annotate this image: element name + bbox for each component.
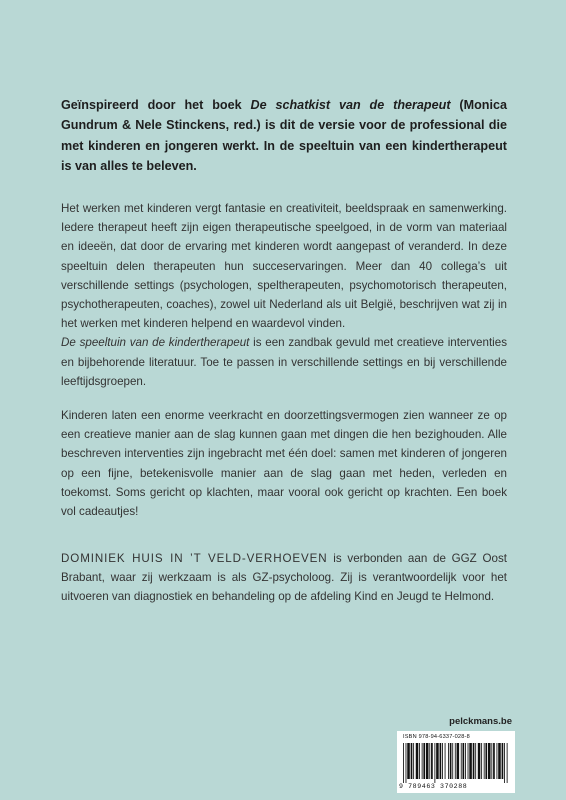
- barcode-bar: [403, 743, 404, 783]
- description-text: Het werken met kinderen vergt fantasie en creativiteit, beeldspraak en samenwerking. Iedere therapeut heeft zijn eigen therapeutische speelgoed, in de vorm van materiaal en ideeën, dat door de ervaring met kinderen wordt aangepast of veranderd. In deze speeltuin delen therapeuten hun succeservaringen. Meer dan 40 collega’s uit verschillende settings (psychologen, speltherapeuten, psychomotorisch therapeuten, psychotherapeuten, coaches), zowel uit Nederland als uit België, beschrijven wat zij in het werken met kinderen helpend en waardevol vinden.: [61, 202, 507, 331]
- description-text-continued: is een zandbak gevuld met creatieve interventies en bijbehorende literatuur. Toe te passen in verschillende settings en bij verschillende leeftijdsgroepen.: [61, 336, 507, 388]
- barcode-bar: [423, 743, 425, 779]
- barcode-bar: [434, 743, 435, 783]
- barcode-bar: [465, 743, 466, 779]
- barcode-bar: [457, 743, 460, 779]
- barcode-bar: [502, 743, 504, 779]
- publisher-url: pelckmans.be: [449, 716, 512, 727]
- author-bio: [61, 549, 507, 607]
- book-title-italic: De speeltuin van de kindertherapeut: [61, 336, 250, 350]
- intro-paragraph: [61, 95, 507, 177]
- barcode-bar: [406, 743, 407, 783]
- barcode-bar: [419, 743, 420, 779]
- barcode-bar: [411, 743, 413, 779]
- barcode-bar: [507, 743, 508, 783]
- barcode-bar: [497, 743, 498, 779]
- barcode-bar: [448, 743, 449, 779]
- barcode-bar: [461, 743, 462, 779]
- barcode-bar: [488, 743, 491, 779]
- intro-text-start: Geïnspireerd door het boek: [61, 98, 251, 112]
- barcode-bar: [481, 743, 482, 779]
- barcode-bar: [469, 743, 472, 779]
- barcode-bar: [463, 743, 465, 779]
- barcode-icon: [403, 743, 509, 783]
- barcode-bar: [431, 743, 433, 779]
- barcode-bar: [498, 743, 501, 779]
- barcode-bar: [416, 743, 419, 779]
- barcode-bar: [473, 743, 475, 779]
- barcode-bar: [491, 743, 492, 779]
- barcode-bar: [478, 743, 481, 779]
- barcode-bar: [455, 743, 456, 779]
- barcode-bar: [442, 743, 443, 779]
- author-bio-text: is verbonden aan de GGZ Oost Brabant, waar zij werkzaam is als GZ-psycholoog. Zij is verantwoordelijk voor het uitvoeren van diagnostiek en behandeling op de afdeling Kind en Jeugd te Helmond.: [61, 552, 507, 604]
- barcode-bar: [475, 743, 476, 779]
- author-name: DOMINIEK HUIS IN ’T VELD-VERHOEVEN: [61, 552, 328, 565]
- barcode-bar: [407, 743, 410, 779]
- barcode-bar: [422, 743, 423, 779]
- intro-book-title: De schatkist van de therapeut: [250, 98, 451, 112]
- description-paragraph-2: Kinderen laten een enorme veerkracht en doorzettingsvermogen zien wanneer ze op een creatieve manier aan de slag kunnen gaan met dingen die hen bezighouden. Alle beschreven interventies zijn ingebracht met één doel: samen met kinderen of jongeren op een fijne, betekenisvolle manier aan de slag gaan met heden, verleden en toekomst. Soms gericht op klachten, maar vooral ook gericht op krachten. Een boek vol cadeautjes!: [61, 409, 507, 519]
- barcode-bar: [484, 743, 485, 779]
- barcode-bar: [429, 743, 430, 779]
- barcode-digits: 9 789463 370288: [399, 783, 468, 790]
- intro-text-end: (Monica Gundrum & Nele Stinckens, red.) is dit de versie voor de professional die met kinderen en jongeren werkt. In de speeltuin van een kindertherapeut is van alles te beleven.: [61, 98, 507, 174]
- barcode-bar: [413, 743, 414, 779]
- barcode-bar: [468, 743, 469, 779]
- barcode-bar: [436, 743, 439, 779]
- barcode-bar: [450, 743, 452, 779]
- description-paragraph-1: [61, 199, 507, 391]
- barcode-box: [397, 731, 515, 793]
- barcode-bar: [426, 743, 429, 779]
- barcode-bar: [493, 743, 495, 779]
- barcode-bar: [440, 743, 442, 779]
- barcode-bar: [445, 743, 446, 779]
- barcode-bar: [504, 743, 505, 783]
- barcode-bar: [452, 743, 453, 779]
- isbn-label: ISBN 978-94-6337-028-8: [403, 734, 470, 740]
- barcode-bar: [485, 743, 487, 779]
